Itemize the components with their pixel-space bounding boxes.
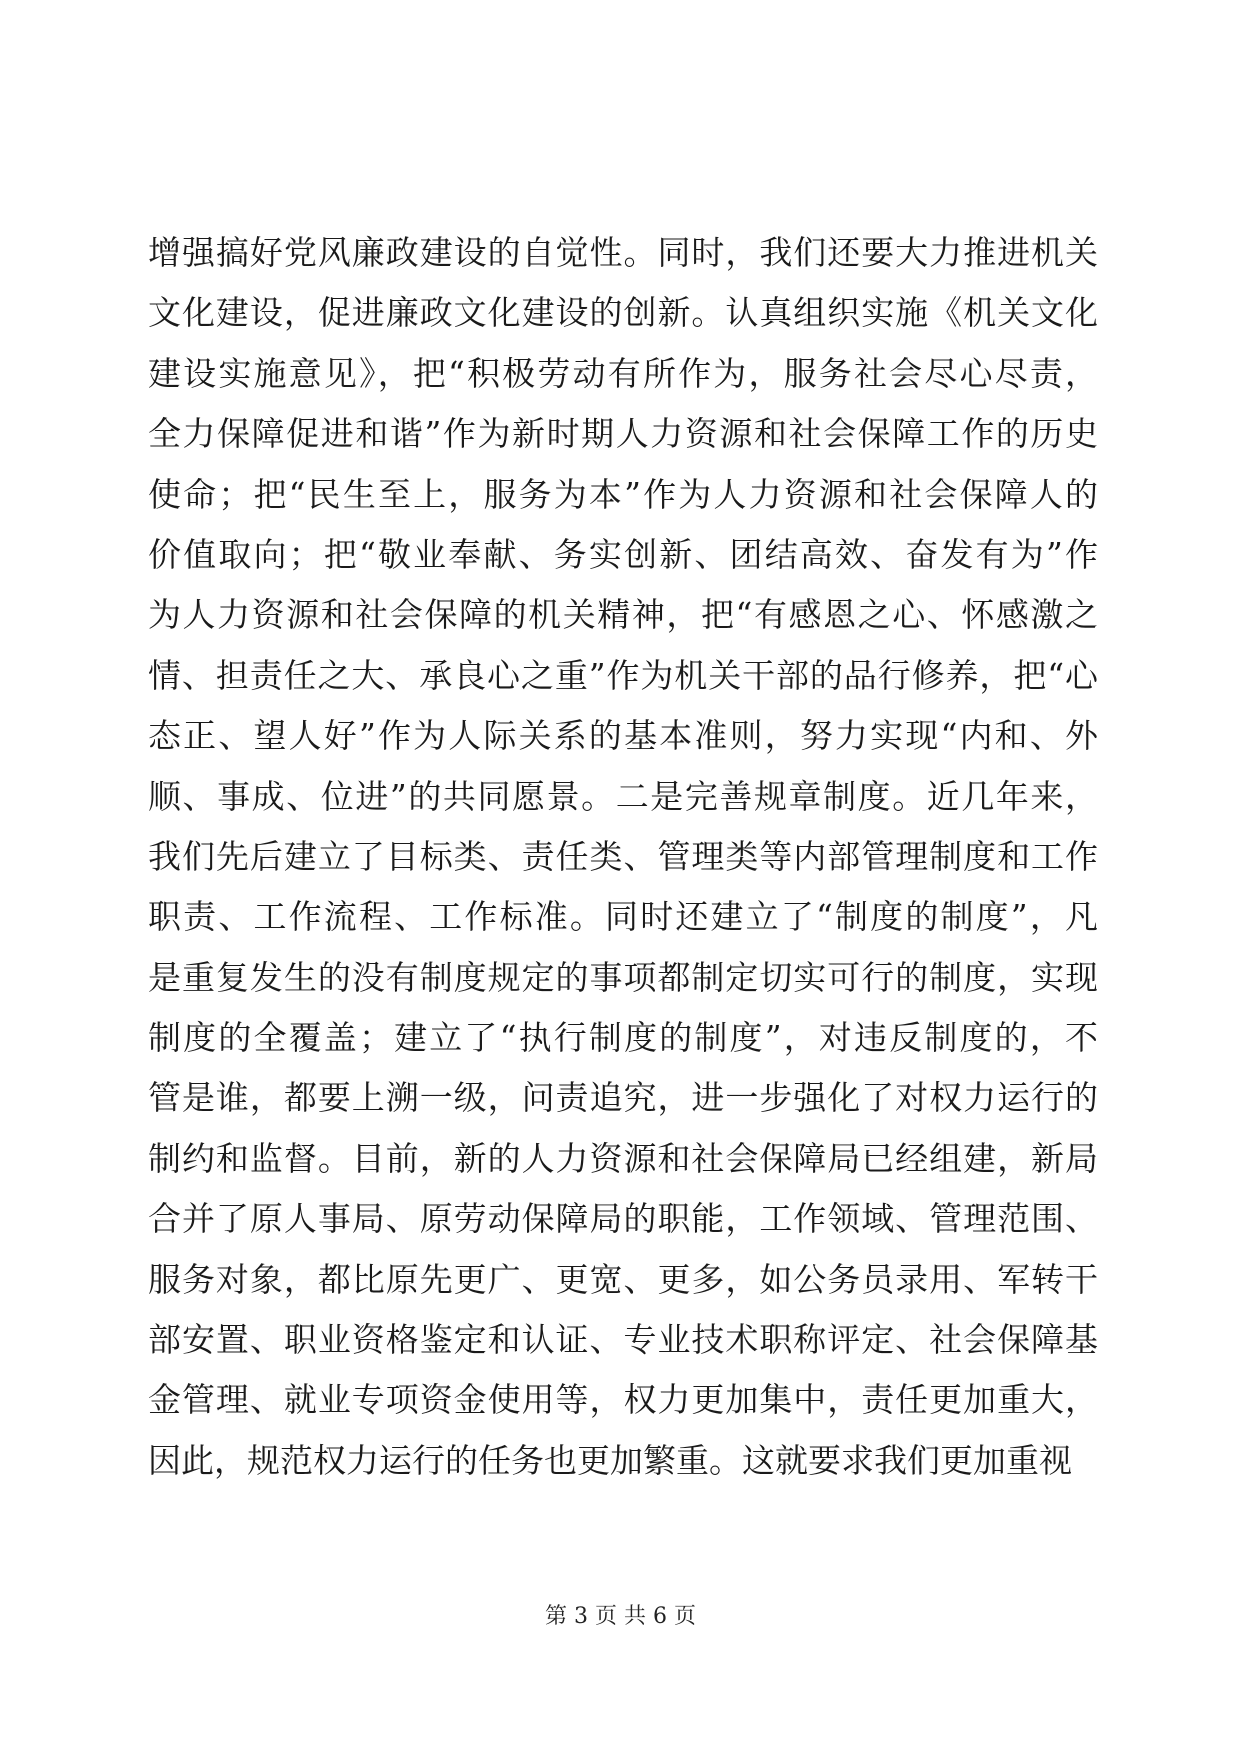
text-line-20: 金管理、就业专项资金使用等，权力更加集中，责任更加重大， [148, 1380, 1098, 1420]
text-line-19: 部安置、职业资格鉴定和认证、专业技术职称评定、社会保障基 [148, 1320, 1098, 1360]
text-line-6: 价值取向；把“敬业奉献、务实创新、团结高效、奋发有为”作 [148, 534, 1098, 574]
page-number-footer: 第 3 页 共 6 页 [545, 1604, 696, 1629]
text-line-12: 职责、工作流程、工作标准。同时还建立了“制度的制度”，凡 [148, 897, 1098, 937]
text-line-7: 为人力资源和社会保障的机关精神，把“有感恩之心、怀感激之 [148, 595, 1098, 635]
text-line-9: 态正、望人好”作为人际关系的基本准则，努力实现“内和、外 [148, 716, 1098, 756]
text-line-15: 管是谁，都要上溯一级，问责追究，进一步强化了对权力运行的 [148, 1078, 1098, 1118]
text-line-11: 我们先后建立了目标类、责任类、管理类等内部管理制度和工作 [148, 836, 1098, 876]
text-line-5: 使命；把“民生至上，服务为本”作为人力资源和社会保障人的 [148, 474, 1098, 514]
text-line-4: 全力保障促进和谐”作为新时期人力资源和社会保障工作的历史 [148, 414, 1098, 454]
text-line-16: 制约和监督。目前，新的人力资源和社会保障局已经组建，新局 [148, 1138, 1098, 1178]
text-line-14: 制度的全覆盖；建立了“执行制度的制度”，对违反制度的，不 [148, 1018, 1098, 1058]
text-line-10: 顺、事成、位进”的共同愿景。二是完善规章制度。近几年来， [148, 776, 1098, 816]
text-line-21: 因此，规范权力运行的任务也更加繁重。这就要求我们更加重视 [148, 1440, 1072, 1480]
text-line-17: 合并了原人事局、原劳动保障局的职能，工作领域、管理范围、 [148, 1199, 1098, 1239]
body-paragraph [148, 223, 1098, 1491]
text-line-1: 增强搞好党风廉政建设的自觉性。同时，我们还要大力推进机关 [148, 233, 1098, 272]
text-line-18: 服务对象，都比原先更广、更宽、更多，如公务员录用、军转干 [148, 1259, 1098, 1299]
text-line-8: 情、担责任之大、承良心之重”作为机关干部的品行修养，把“心 [148, 655, 1098, 695]
text-line-2: 文化建设，促进廉政文化建设的创新。认真组织实施《机关文化 [148, 293, 1098, 333]
text-line-3: 建设实施意见》，把“积极劳动有所作为，服务社会尽心尽责， [148, 353, 1098, 393]
text-line-13: 是重复发生的没有制度规定的事项都制定切实可行的制度，实现 [148, 957, 1098, 997]
